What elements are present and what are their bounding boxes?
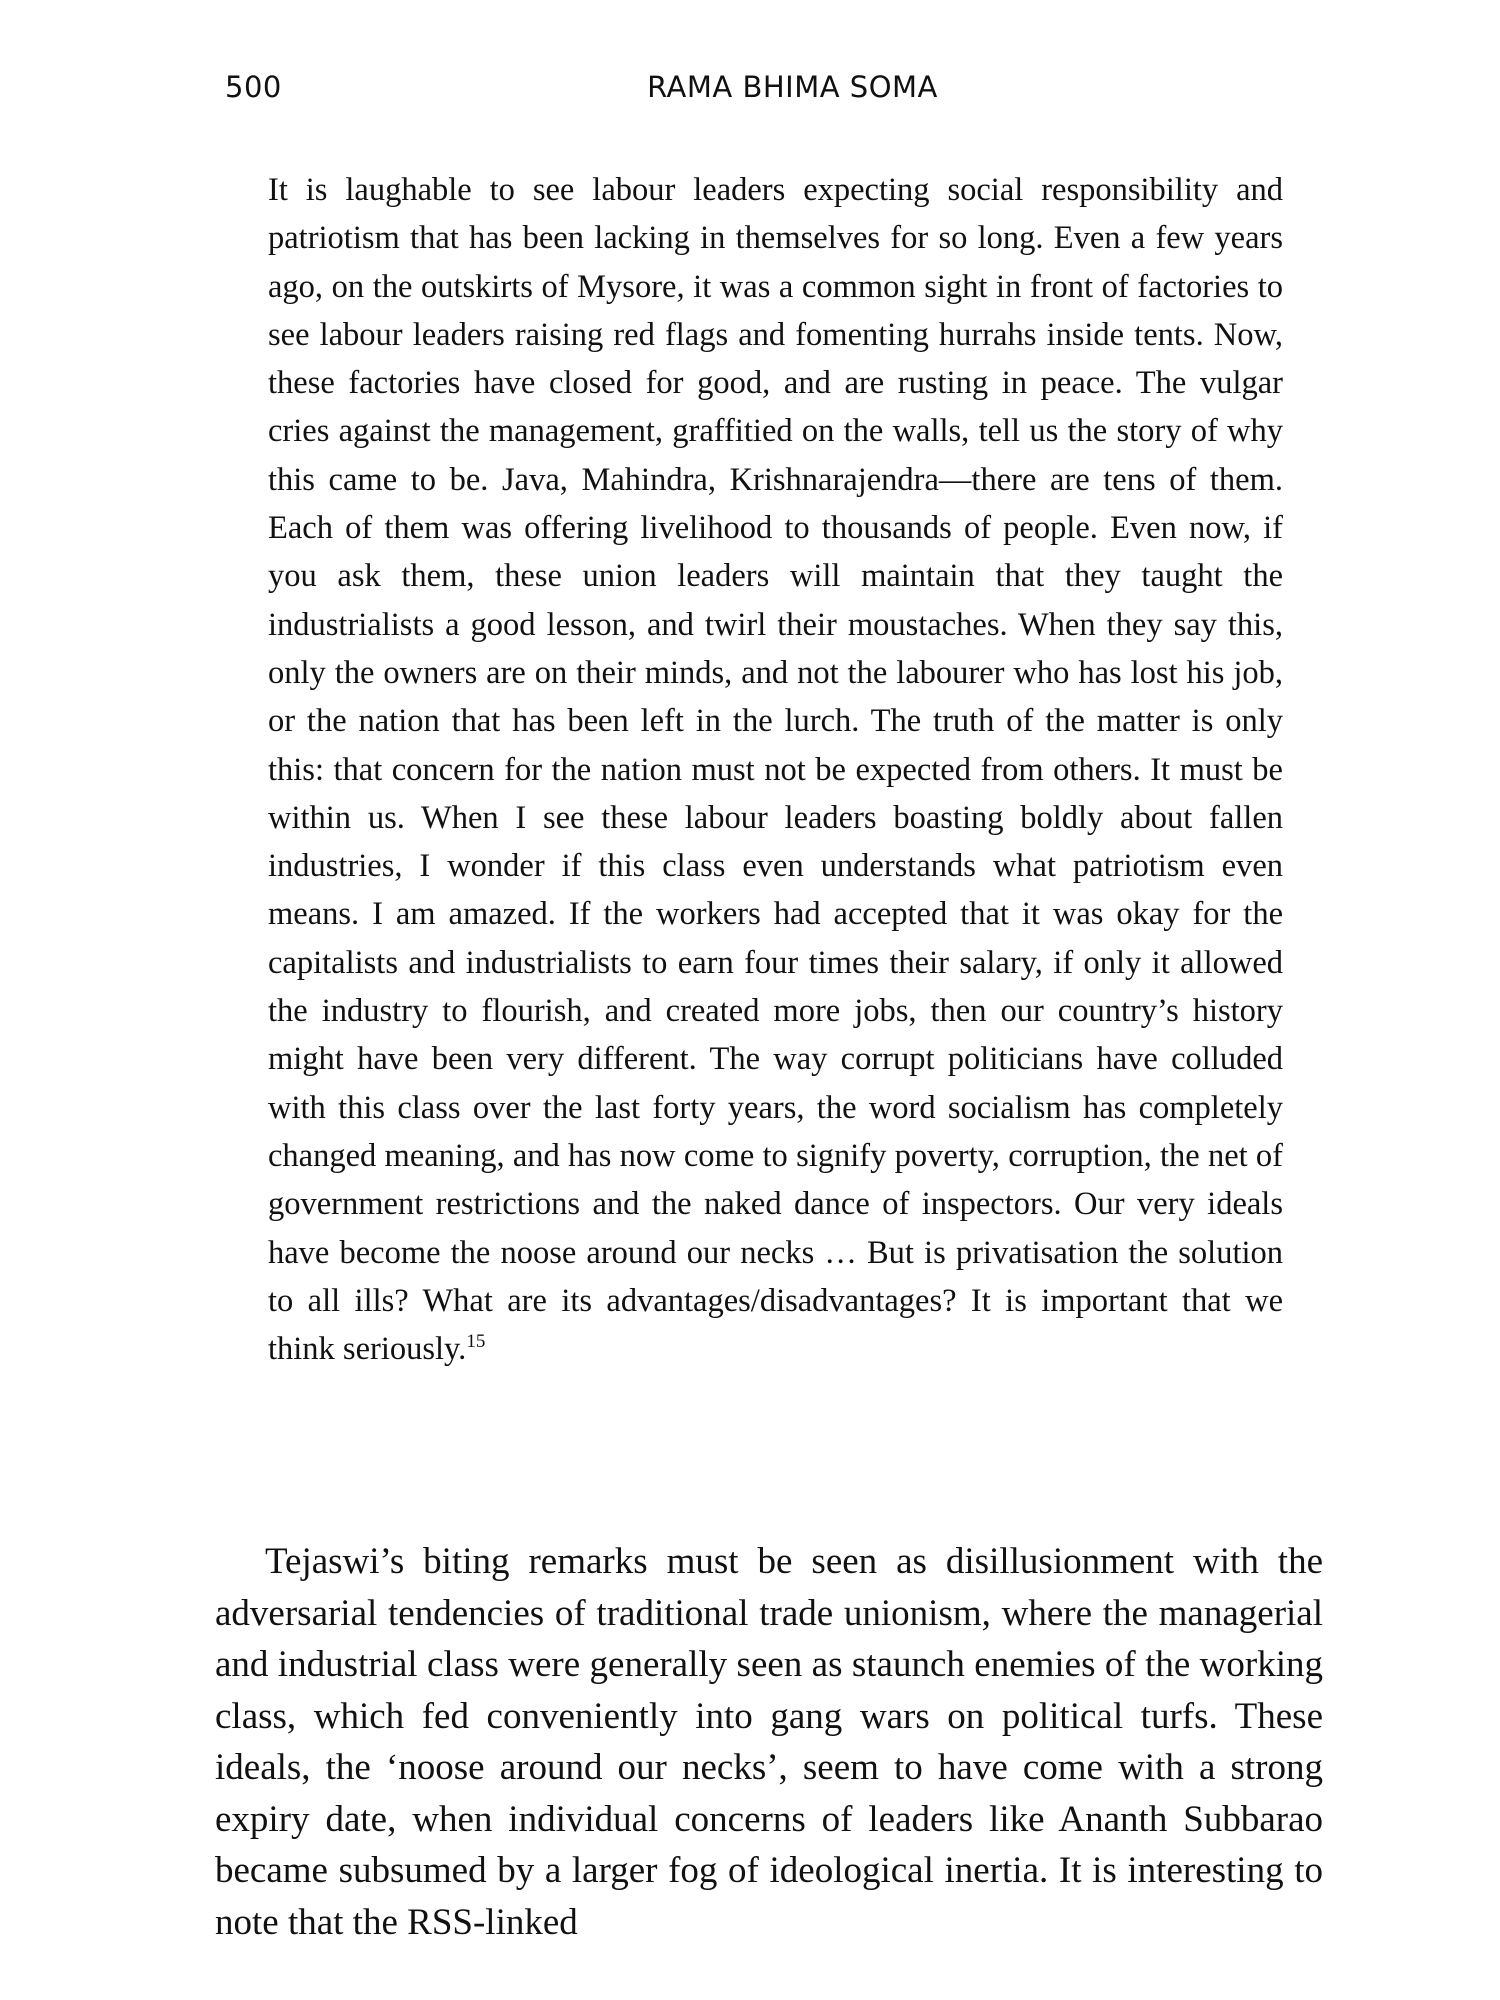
book-title: RAMA BHIMA SOMA [647, 70, 938, 104]
body-paragraph: Tejaswi’s biting remarks must be seen as disillusionment with the adversarial tendencies of traditional trade unionism, where the managerial and industrial class were generally seen as staunch enemies of the working class, which fed conveniently into gang wars on political turfs. These ideals, the ‘noose around our necks’, seem to have come with a strong expiry date, when individual concerns of leaders like Ananth Subbarao became subsumed by a larger fog of ideological inertia. It is interesting to note that the RSS-linked [215, 1541, 1323, 1943]
block-quote [268, 166, 1283, 1373]
block-quote-text: It is laughable to see labour leaders expecting social responsibility and patriotism that has been lacking in themselves for so long. Even a few years ago, on the outskirts of Mysore, it was a common sight in front of factories to see labour leaders raising red flags and fomenting hurrahs inside tents. Now, these factories have closed for good, and are rusting in peace. The vulgar cries against the management, graffitied on the walls, tell us the story of why this came to be. Java, Mahindra, Krishnarajendra—there are tens of them. Each of them was offering livelihood to thousands of people. Even now, if you ask them, these union leaders will maintain that they taught the industrialists a good lesson, and twirl their moustaches. When they say this, only the owners are on their minds, and not the labourer who has lost his job, or the nation that has been left in the lurch. The truth of the matter is only this: that concern for the nation must not be expected from others. It must be within us. When I see these labour leaders boasting boldly about fallen industries, I wonder if this class even understands what patriotism even means. I am amazed. If the workers had accepted that it was okay for the capitalists and industrialists to earn four times their salary, if only it allowed the industry to flourish, and created more jobs, then our country’s history might have been very different. The way corrupt politicians have colluded with this class over the last forty years, the word socialism has completely changed meaning, and has now come to signify poverty, corruption, the net of government restrictions and the naked dance of inspectors. Our very ideals have become the noose around our necks … But is privatisation the solution to all ills? What are its advantages/disadvantages? It is important that we think seriously. [268, 172, 1283, 1368]
body-text [215, 1536, 1323, 1948]
footnote-marker[interactable]: 15 [466, 1331, 486, 1353]
block-quote-paragraph [268, 166, 1283, 1373]
page-number: 500 [225, 70, 282, 104]
running-head [225, 70, 1320, 110]
